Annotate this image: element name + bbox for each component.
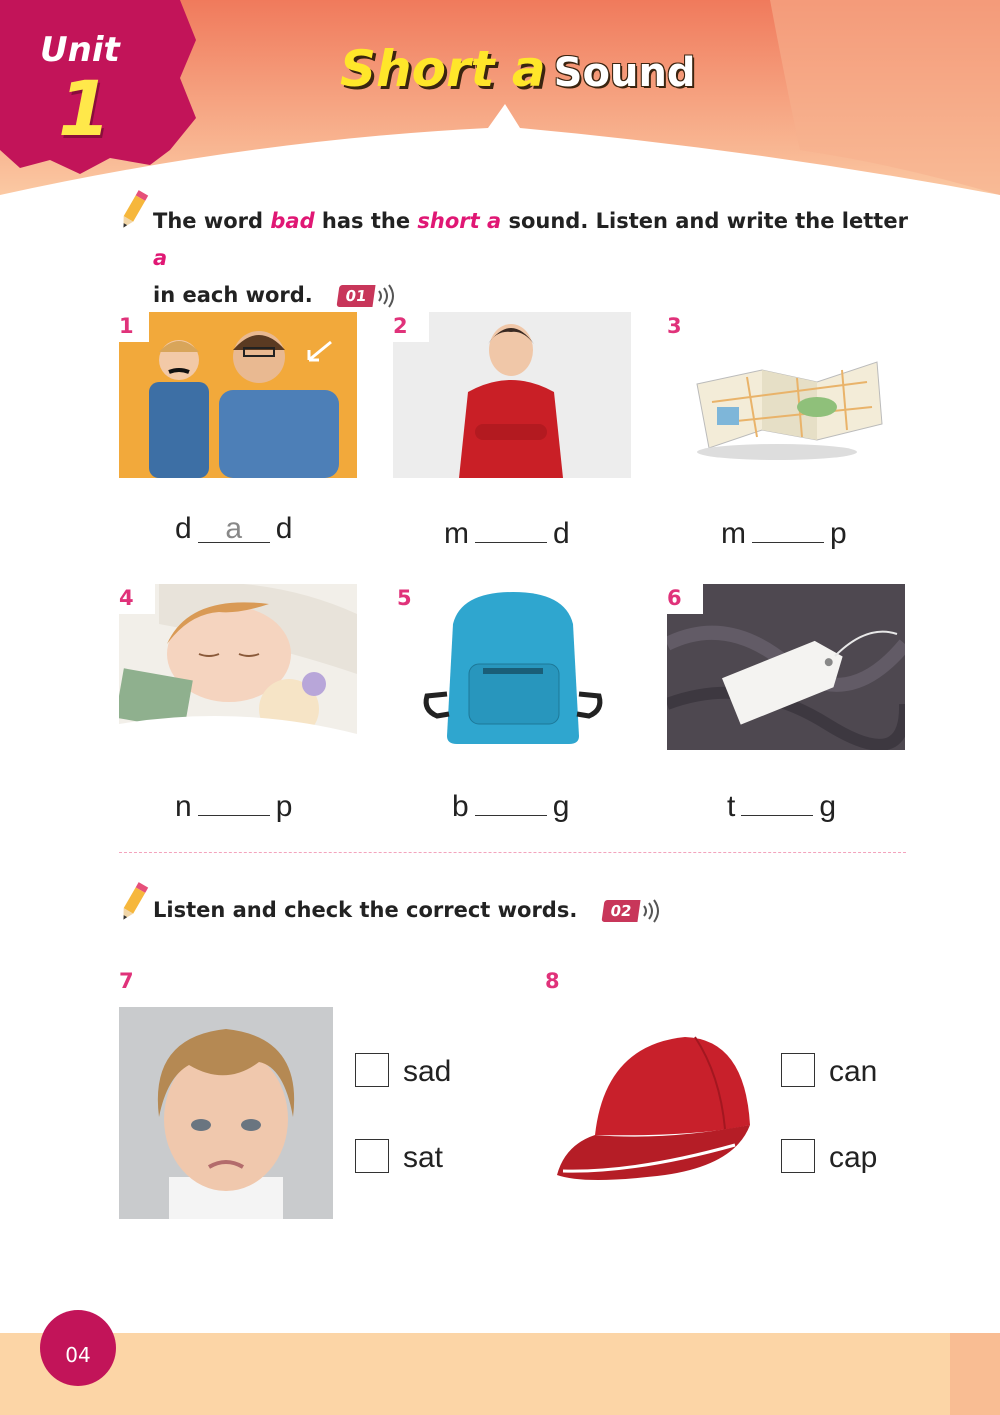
answer-blank[interactable] <box>752 512 824 543</box>
audio-track-02[interactable] <box>603 898 665 924</box>
word-item-1: d a d <box>175 512 293 545</box>
item-number: 7 <box>119 969 134 993</box>
answer-blank[interactable] <box>198 785 270 816</box>
checkbox-cap[interactable] <box>781 1139 815 1173</box>
answer-blank[interactable] <box>741 785 813 816</box>
unit-number: 1 <box>58 64 111 153</box>
answer-blank[interactable] <box>475 785 547 816</box>
picture-crying-boy <box>119 1007 333 1219</box>
picture-cap <box>545 1025 760 1200</box>
title-short-a: Short a <box>340 40 546 98</box>
answer-blank[interactable] <box>475 512 547 543</box>
audio-icon <box>376 283 398 309</box>
page-number: 04 <box>65 1343 91 1367</box>
checkbox-sat[interactable] <box>355 1139 389 1173</box>
checkbox-can[interactable] <box>781 1053 815 1087</box>
instruction-1: The word bad has the short a sound. Listen and write the letter a in each word. 01 <box>153 209 908 307</box>
pencil-icon <box>116 188 150 232</box>
item-number: 8 <box>545 969 560 993</box>
track-number: 01 <box>337 285 376 307</box>
item-number: 4 <box>119 586 134 610</box>
item-number: 1 <box>119 314 134 338</box>
picture-tag <box>667 584 905 750</box>
instruction-2: Listen and check the correct words. 02 <box>153 892 665 929</box>
picture-map <box>667 312 905 478</box>
unit-label: Unit <box>40 30 120 70</box>
footer-band <box>0 1333 1000 1415</box>
item-number: 5 <box>397 586 412 610</box>
picture-dad <box>119 312 357 478</box>
picture-bag <box>393 584 631 750</box>
audio-track-01[interactable] <box>338 283 400 309</box>
word-item-5: b g <box>452 785 569 824</box>
section-divider <box>119 852 906 853</box>
audio-icon <box>641 898 663 924</box>
item-number: 6 <box>667 586 682 610</box>
picture-mad <box>393 312 631 478</box>
track-number: 02 <box>601 900 640 922</box>
picture-nap <box>119 584 357 750</box>
option-label: can <box>829 1055 878 1088</box>
word-item-3: m p <box>721 512 847 551</box>
answer-blank[interactable]: a <box>198 512 270 543</box>
checkbox-sad[interactable] <box>355 1053 389 1087</box>
title-sound: Sound <box>553 50 696 96</box>
item-number: 2 <box>393 314 408 338</box>
page-title <box>340 40 696 98</box>
option-label: sad <box>403 1055 452 1088</box>
option-label: cap <box>829 1141 878 1174</box>
word-item-4: n p <box>175 785 292 824</box>
word-item-2: m d <box>444 512 570 551</box>
footer-corner <box>950 1333 1000 1415</box>
option-label: sat <box>403 1141 444 1174</box>
word-item-6: t g <box>727 785 836 824</box>
item-number: 3 <box>667 314 682 338</box>
pencil-icon <box>116 880 150 924</box>
